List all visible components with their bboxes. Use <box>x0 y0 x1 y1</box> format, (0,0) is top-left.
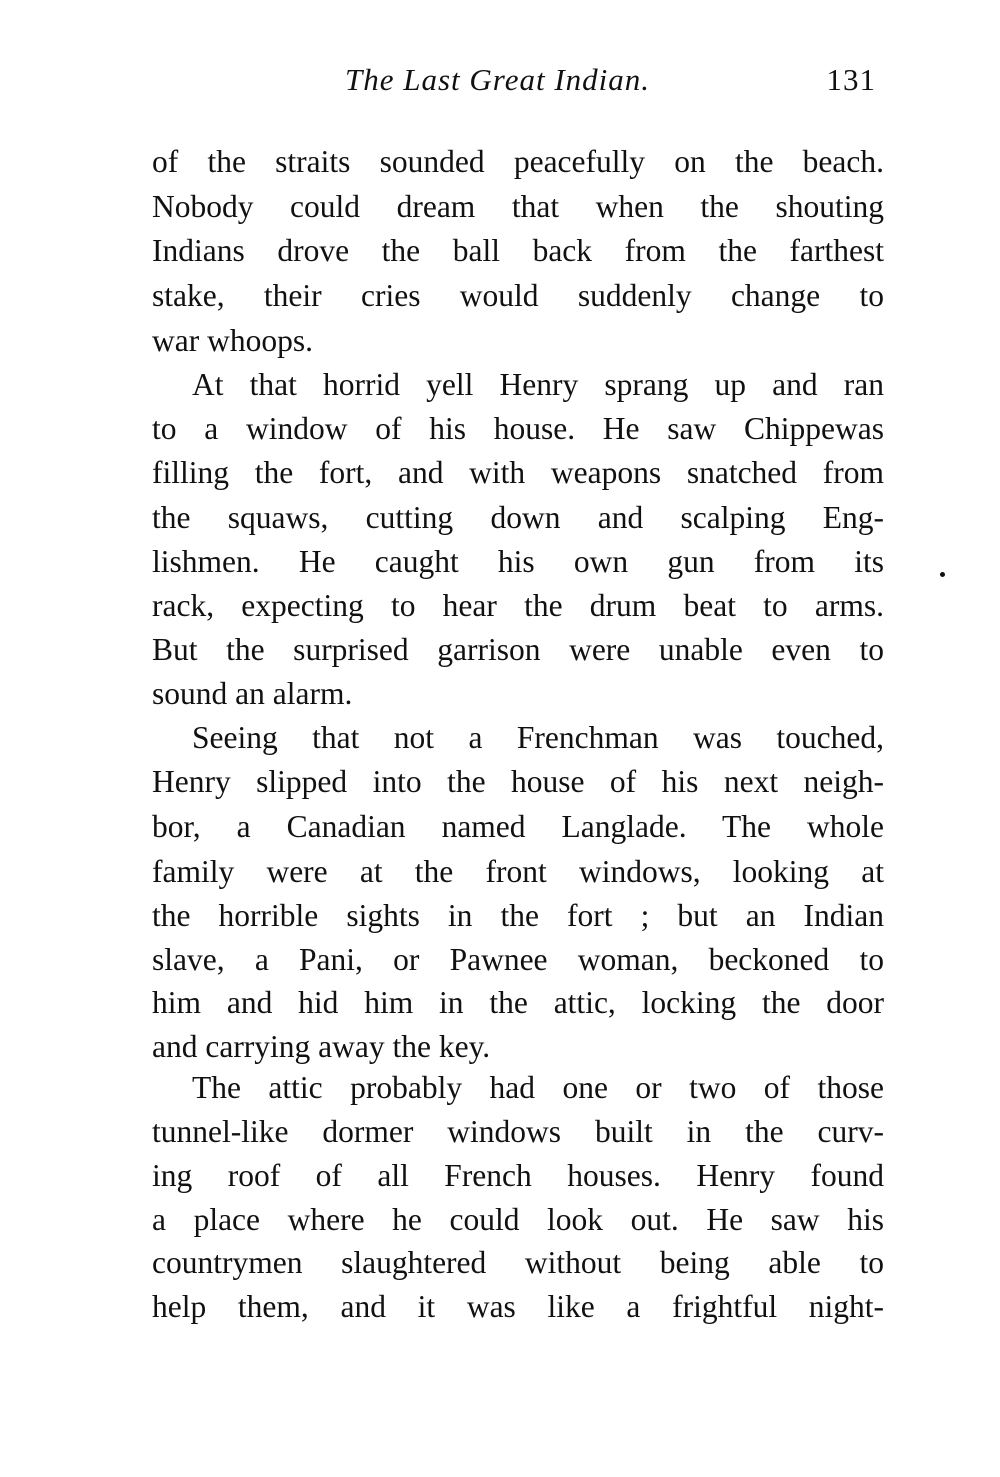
text-line: and carrying away the key. <box>152 1029 491 1064</box>
text-line: sound an alarm. <box>152 676 353 711</box>
text-line: tunnel-like dormer windows built in the curv- <box>152 1114 884 1149</box>
text-line: countrymen slaughtered without being able to <box>152 1245 884 1280</box>
text-line: slave, a Pani, or Pawnee woman, beckoned to <box>152 942 884 977</box>
text-line: of the straits sounded peacefully on the beach. <box>152 144 884 179</box>
text-line: rack, expecting to hear the drum beat to arms. <box>152 588 884 623</box>
text-line: Henry slipped into the house of his next neigh- <box>152 764 884 799</box>
text-line: Nobody could dream that when the shouting <box>152 189 884 224</box>
text-line: the squaws, cutting down and scalping Eng- <box>152 500 884 535</box>
text-line: him and hid him in the attic, locking the door <box>152 985 884 1020</box>
text-line: stake, their cries would suddenly change to <box>152 278 884 313</box>
text-line: family were at the front windows, looking at <box>152 854 884 889</box>
text-line: But the surprised garrison were unable even to <box>152 632 884 667</box>
text-line: to a window of his house. He saw Chippewas <box>152 411 884 446</box>
text-line: help them, and it was like a frightful night- <box>152 1289 884 1324</box>
running-title: The Last Great Indian. <box>345 62 651 97</box>
text-line: the horrible sights in the fort ; but an Indian <box>152 898 884 933</box>
text-line: filling the fort, and with weapons snatched from <box>152 455 884 490</box>
running-head <box>150 62 880 106</box>
text-line: lishmen. He caught his own gun from its <box>152 544 884 579</box>
text-line: war whoops. <box>152 323 313 358</box>
text-line: ing roof of all French houses. Henry found <box>152 1158 884 1193</box>
text-line: Seeing that not a Frenchman was touched, <box>192 720 884 755</box>
text-line: bor, a Canadian named Langlade. The whole <box>152 809 884 844</box>
page-number: 131 <box>826 62 876 97</box>
text-line: Indians drove the ball back from the farthest <box>152 233 884 268</box>
text-line: a place where he could look out. He saw his <box>152 1202 884 1237</box>
ink-speck <box>940 572 945 577</box>
text-line: The attic probably had one or two of those <box>192 1070 884 1105</box>
text-line: At that horrid yell Henry sprang up and ran <box>192 367 884 402</box>
